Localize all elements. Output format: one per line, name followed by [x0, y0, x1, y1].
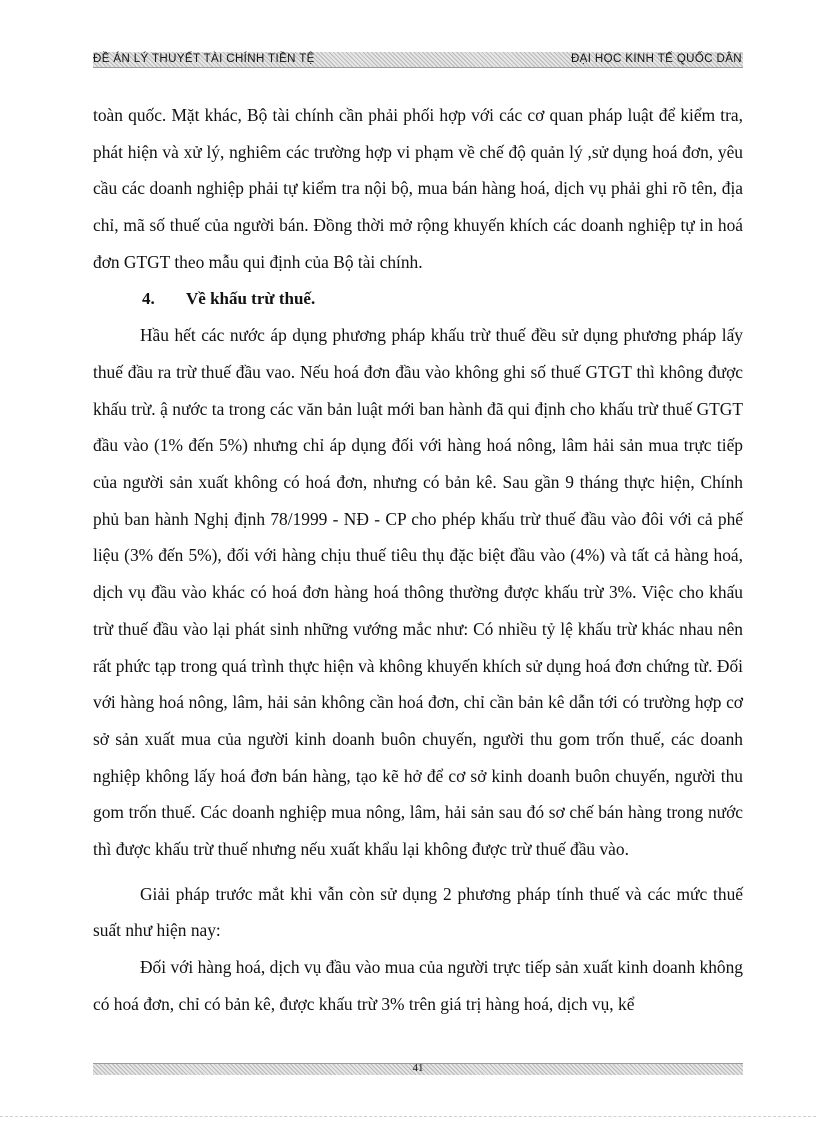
page-bottom-divider [0, 1116, 816, 1117]
header-document-title: ĐỀ ÁN LÝ THUYẾT TÀI CHÍNH TIỀN TỆ [93, 53, 315, 65]
page-footer [93, 1063, 743, 1075]
paragraph-continuation: toàn quốc. Mặt khác, Bộ tài chính cần phải phối hợp với các cơ quan pháp luật để kiểm tra, phát hiện và xử lý, nghiêm các trường hợp vi phạm về chế độ quản lý ,sử dụng hoá đơn, yêu cầu các doanh nghiệp phải tự kiểm tra nội bộ, mua bán hàng hoá, dịch vụ phải ghi rõ tên, địa chỉ, mã số thuế của người bán. Đồng thời mở rộng khuyến khích các doanh nghiệp tự in hoá đơn GTGT theo mẫu qui định của Bộ tài chính. [93, 105, 743, 272]
header-university-name: ĐẠI HỌC KINH TẾ QUỐC DÂN [570, 53, 742, 65]
paragraph-immediate-solution: Giải pháp trước mắt khi vẫn còn sử dụng 2 phương pháp tính thuế và các mức thuế suất như hiện nay: [93, 883, 743, 941]
page-header [93, 52, 743, 68]
page-number: 41 [412, 1062, 424, 1074]
paragraph-input-goods: Đối với hàng hoá, dịch vụ đầu vào mua của người trực tiếp sản xuất kinh doanh không có hoá đơn, chỉ có bản kê, được khấu trừ 3% trên giá trị hàng hoá, dịch vụ, kể [93, 957, 743, 1014]
section-title: Về khấu trừ thuế. [186, 288, 316, 308]
section-number: 4. [142, 288, 155, 308]
page-body [93, 97, 743, 1023]
section-heading [93, 281, 743, 318]
paragraph-tax-deduction: Hầu hết các nước áp dụng phương pháp khấu trừ thuế đều sử dụng phương pháp lấy thuế đầu ra trừ thuế đầu vao. Nếu hoá đơn đầu vào không ghi số thuế GTGT thì không được khấu trừ. ậ nước ta trong các văn bản luật mới ban hành đã qui định cho khấu trừ thuế GTGT đầu vào (1% đến 5%) nhưng chỉ áp dụng đối với hàng hoá nông, lâm hải sản mua trực tiếp của người sản xuất không có hoá đơn, nhưng có bản kê. Sau gần 9 tháng thực hiện, Chính phủ ban hành Nghị định 78/1999 - NĐ - CP cho phép khấu trừ thuế đầu vào đôi với cả phế liệu (3% đến 5%), đối với hàng chịu thuế tiêu thụ đặc biệt đầu vào (4%) và tất cả hàng hoá, dịch vụ đầu vào khác có hoá đơn hàng hoá thông thường được khấu trừ 3%. Việc cho khấu trừ thuế đầu vào lại phát sinh những vướng mắc như: Có nhiều tỷ lệ khấu trừ khác nhau nên rất phức tạp trong quá trình thực hiện và không khuyến khích sử dụng hoá đơn chứng từ. Đối với hàng hoá nông, lâm, hải sản không cần hoá đơn, chỉ cần bản kê dẫn tới có trường hợp cơ sở sản xuất mua của người kinh doanh buôn chuyến, người thu gom trốn thuế, các doanh nghiệp không lấy hoá đơn bán hàng, tạo kẽ hở để cơ sở kinh doanh buôn chuyến, người thu gom trốn thuế. Các doanh nghiệp mua nông, lâm, hải sản sau đó sơ chế bán hàng trong nước thì được khấu trừ thuế nhưng nếu xuất khẩu lại không được trừ thuế đầu vào. [93, 325, 743, 860]
